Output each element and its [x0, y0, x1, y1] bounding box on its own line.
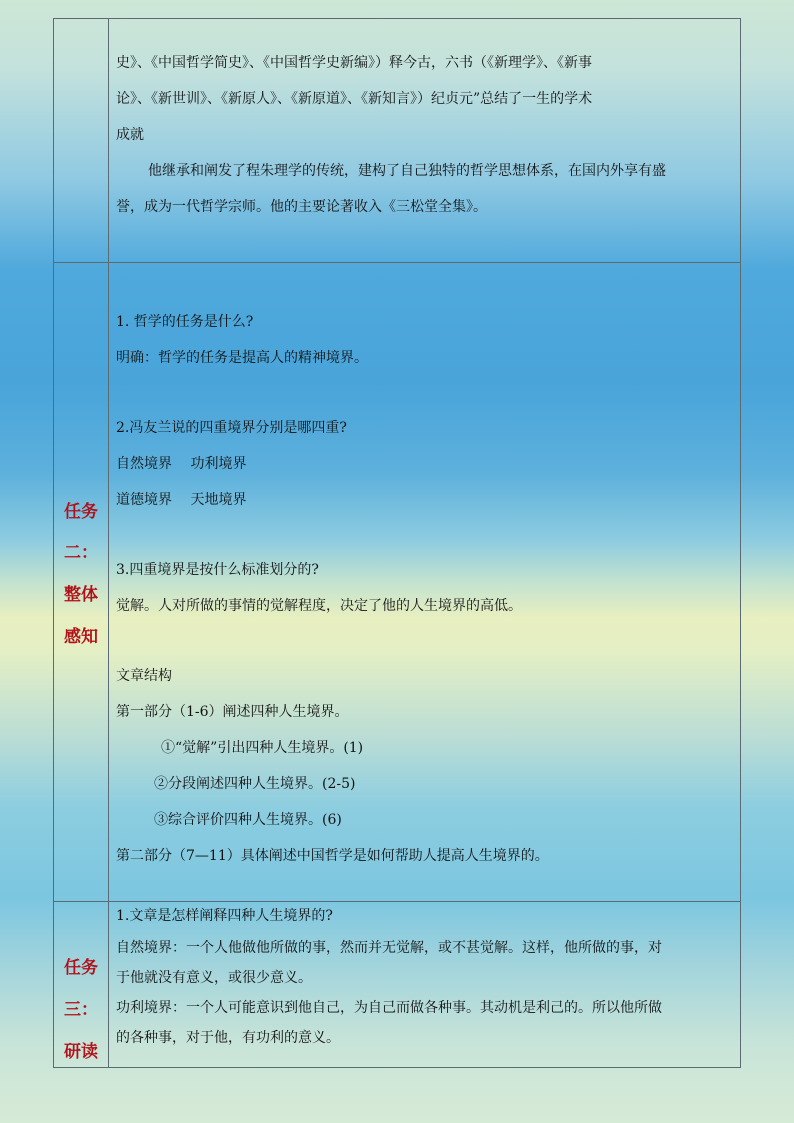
question-line: 1.文章是怎样阐释四种人生境界的?: [116, 908, 333, 924]
question-line: 2.冯友兰说的四重境界分别是哪四重?: [116, 420, 347, 436]
answer-line: 功利境界：一个人可能意识到他自己，为自己而做各种事。其动机是利己的。所以他所做: [116, 1000, 662, 1016]
task-label: 二：: [64, 543, 98, 563]
row-label-cell: [54, 902, 109, 1068]
row-label-cell: [54, 19, 109, 262]
task-label: 任务: [64, 502, 98, 522]
task-label: 研读: [64, 1042, 98, 1062]
structure-subline: ②分段阐述四种人生境界。(2-5): [154, 776, 356, 792]
structure-line: 第二部分（7—11）具体阐述中国哲学是如何帮助人提高人生境界的。: [116, 848, 549, 864]
lesson-table: [53, 18, 741, 1068]
task-label: 任务: [64, 958, 98, 978]
text-line: 成就: [116, 127, 144, 143]
text-line: 史》、《中国哲学简史》、《中国哲学史新编》）释今古，六书（《新理学》、《新事: [116, 55, 592, 71]
row-content-cell: [116, 263, 734, 902]
structure-subline: ①“觉解”引出四种人生境界。(1): [161, 740, 364, 756]
row-label-cell: [54, 263, 109, 902]
task-label: 整体: [64, 585, 98, 605]
question-line: 3.四重境界是按什么标准划分的?: [116, 562, 319, 578]
row-content-cell: [116, 19, 734, 262]
question-line: 1. 哲学的任务是什么?: [116, 314, 254, 330]
task-label: 感知: [64, 627, 98, 647]
answer-line: 自然境界 功利境界: [116, 456, 247, 472]
row-task-two: [54, 262, 740, 902]
text-line: 誉，成为一代哲学宗师。他的主要论著收入《三松堂全集》。: [116, 199, 487, 215]
answer-line: 的各种事，对于他，有功利的意义。: [116, 1030, 340, 1046]
task-label: 三：: [64, 1000, 98, 1020]
answer-line: 自然境界：一个人他做他所做的事，然而并无觉解，或不甚觉解。这样，他所做的事，对: [116, 940, 662, 956]
answer-line: 道德境界 天地境界: [116, 492, 247, 508]
row-author-intro: [54, 19, 740, 262]
section-heading: 文章结构: [116, 668, 172, 684]
structure-subline: ③综合评价四种人生境界。(6): [154, 812, 342, 828]
answer-line: 觉解。人对所做的事情的觉解程度，决定了他的人生境界的高低。: [116, 598, 522, 614]
answer-line: 明确：哲学的任务是提高人的精神境界。: [116, 350, 368, 366]
row-content-cell: [116, 902, 734, 1068]
structure-line: 第一部分（1-6）阐述四种人生境界。: [116, 704, 349, 720]
text-line: 他继承和阐发了程朱理学的传统，建构了自己独特的哲学思想体系，在国内外享有盛: [148, 163, 666, 179]
text-line: 论》、《新世训》、《新原人》、《新原道》、《新知言》）纪贞元”总结了一生的学术: [116, 91, 593, 107]
row-task-three: [54, 901, 740, 1068]
answer-line: 于他就没有意义，或很少意义。: [116, 970, 312, 986]
